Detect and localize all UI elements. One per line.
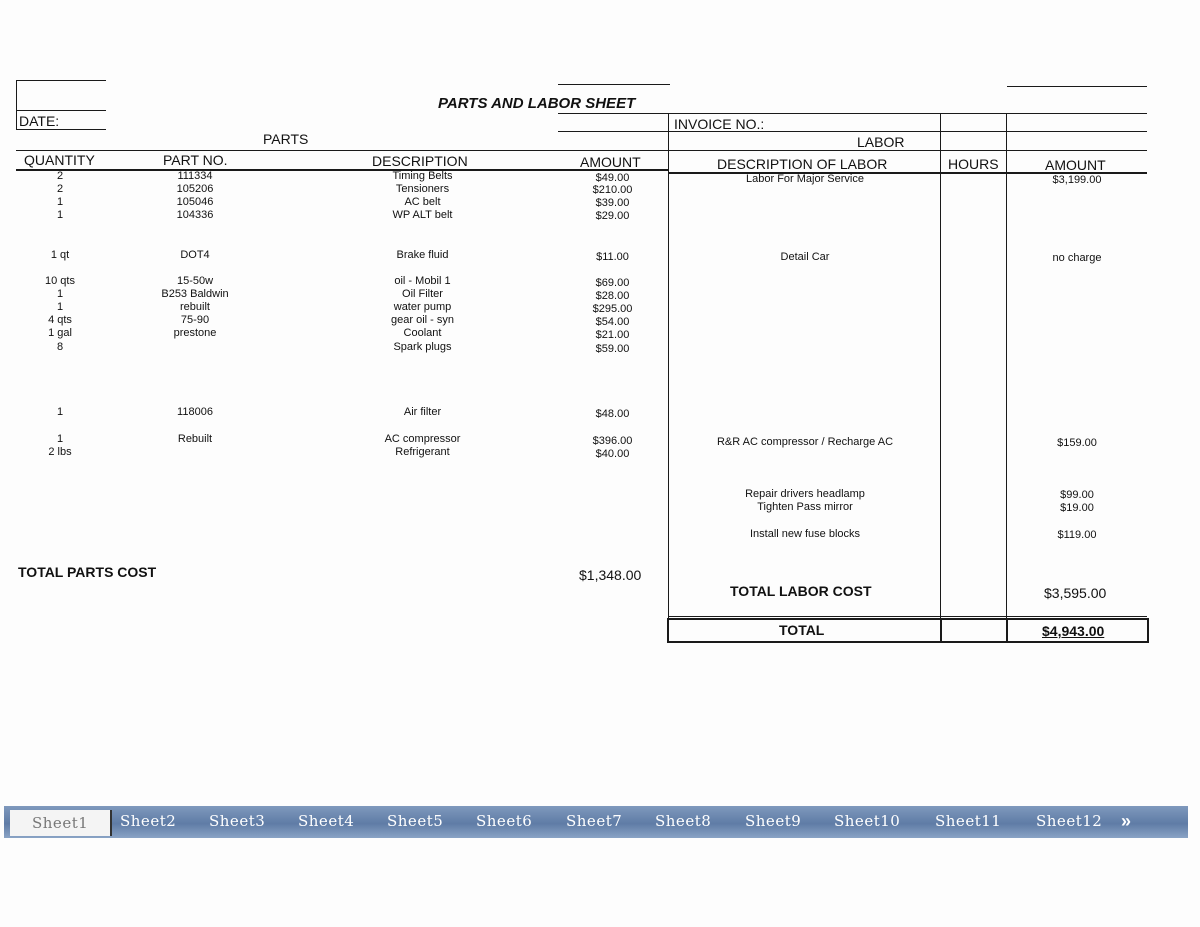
- total-parts-label: TOTAL PARTS COST: [18, 564, 157, 580]
- grand-total-box: [667, 618, 1149, 643]
- labor-section-label: LABOR: [857, 134, 905, 150]
- part-amount: $49.00: [595, 172, 630, 184]
- labor-amount: no charge: [1052, 252, 1102, 264]
- part-quantity: 1: [56, 196, 64, 208]
- part-amount: $48.00: [595, 408, 630, 420]
- labor-description: Detail Car: [780, 251, 830, 263]
- part-amount: $295.00: [592, 303, 633, 315]
- sheet-tab-5[interactable]: Sheet5: [387, 812, 444, 830]
- part-number: Rebuilt: [177, 433, 213, 445]
- part-quantity: 1: [56, 288, 64, 300]
- page-title: PARTS AND LABOR SHEET: [438, 95, 636, 112]
- part-description: Air filter: [403, 406, 442, 418]
- part-number: 15-50w: [176, 275, 214, 287]
- sheet-tab-8[interactable]: Sheet8: [655, 812, 712, 830]
- part-quantity: 1 gal: [48, 327, 72, 339]
- part-quantity: 8: [56, 341, 64, 353]
- sheet-tab-12[interactable]: Sheet12: [1036, 812, 1103, 830]
- sheet-tab-1[interactable]: Sheet1: [10, 810, 112, 836]
- part-quantity: 2 lbs: [48, 446, 72, 458]
- sheet-tab-6[interactable]: Sheet6: [476, 812, 533, 830]
- sheet-tab-3[interactable]: Sheet3: [209, 812, 266, 830]
- labor-description: Tighten Pass mirror: [757, 501, 853, 513]
- part-number: 105046: [176, 196, 214, 208]
- part-number: rebuilt: [180, 301, 210, 313]
- labor-description: Labor For Major Service: [746, 173, 864, 185]
- double-chevron-right-icon[interactable]: »: [1121, 811, 1132, 831]
- grand-total-value: $4,943.00: [1042, 623, 1105, 639]
- part-amount: $396.00: [592, 435, 633, 447]
- part-description: Oil Filter: [402, 288, 443, 300]
- sheet-tab-11[interactable]: Sheet11: [935, 812, 1002, 830]
- part-quantity: 1: [56, 301, 64, 313]
- part-description: Brake fluid: [396, 249, 449, 261]
- total-parts-value: $1,348.00: [579, 567, 642, 583]
- part-amount: $69.00: [595, 277, 630, 289]
- labor-amount: $99.00: [1060, 489, 1094, 501]
- labor-description: Install new fuse blocks: [749, 528, 861, 540]
- part-amount: $40.00: [595, 448, 630, 460]
- part-amount: $29.00: [595, 210, 630, 222]
- part-number: B253 Baldwin: [161, 288, 229, 300]
- invoice-label: INVOICE NO.:: [674, 116, 765, 132]
- col-quantity: QUANTITY: [24, 152, 95, 168]
- col-part-no: PART NO.: [163, 152, 228, 168]
- sheet-tab-2[interactable]: Sheet2: [120, 812, 177, 830]
- labor-amount: $19.00: [1060, 502, 1094, 514]
- part-number: prestone: [173, 327, 217, 339]
- part-number: 105206: [176, 183, 214, 195]
- part-quantity: 4 qts: [48, 314, 72, 326]
- part-number: 111334: [177, 170, 213, 182]
- col-description: DESCRIPTION: [372, 153, 468, 169]
- part-description: Tensioners: [395, 183, 450, 195]
- sheet-tab-4[interactable]: Sheet4: [298, 812, 355, 830]
- total-labor-value: $3,595.00: [1044, 585, 1107, 601]
- part-amount: $59.00: [595, 343, 630, 355]
- sheet-tab-bar: [4, 806, 1188, 838]
- part-quantity: 1: [56, 209, 64, 221]
- part-quantity: 1 qt: [50, 249, 70, 261]
- sheet-tab-10[interactable]: Sheet10: [834, 812, 901, 830]
- part-quantity: 2: [56, 170, 64, 182]
- col-labor-amount: AMOUNT: [1045, 157, 1106, 173]
- labor-description: Repair drivers headlamp: [745, 488, 865, 500]
- col-labor-description: DESCRIPTION OF LABOR: [717, 156, 888, 172]
- sheet-tab-9[interactable]: Sheet9: [745, 812, 802, 830]
- date-label: DATE:: [19, 113, 60, 129]
- part-description: AC belt: [404, 196, 441, 208]
- part-description: Spark plugs: [393, 341, 452, 353]
- part-number: 104336: [176, 209, 214, 221]
- sheet-tab-7[interactable]: Sheet7: [566, 812, 623, 830]
- parts-section-label: PARTS: [263, 131, 309, 147]
- part-description: oil - Mobil 1: [394, 275, 451, 287]
- part-description: WP ALT belt: [392, 209, 453, 221]
- part-description: water pump: [393, 301, 452, 313]
- part-number: DOT4: [180, 249, 210, 261]
- part-quantity: 10 qts: [45, 275, 75, 287]
- part-amount: $21.00: [595, 329, 630, 341]
- col-amount: AMOUNT: [580, 154, 641, 170]
- part-description: gear oil - syn: [391, 314, 454, 326]
- total-labor-label: TOTAL LABOR COST: [730, 583, 872, 599]
- part-number: 118006: [177, 406, 213, 418]
- labor-amount: $119.00: [1057, 529, 1097, 541]
- part-amount: $11.00: [596, 251, 629, 263]
- part-amount: $54.00: [595, 316, 630, 328]
- labor-description: R&R AC compressor / Recharge AC: [716, 436, 894, 448]
- labor-amount: $3,199.00: [1052, 174, 1102, 186]
- part-quantity: 1: [56, 433, 64, 445]
- part-number: 75-90: [180, 314, 210, 326]
- part-quantity: 1: [56, 406, 64, 418]
- part-description: Coolant: [403, 327, 442, 339]
- part-amount: $28.00: [595, 290, 630, 302]
- part-description: Timing Belts: [392, 170, 453, 182]
- part-amount: $39.00: [595, 197, 630, 209]
- part-quantity: 2: [56, 183, 64, 195]
- part-description: AC compressor: [384, 433, 461, 445]
- part-description: Refrigerant: [395, 446, 450, 458]
- part-amount: $210.00: [592, 184, 633, 196]
- col-hours: HOURS: [948, 156, 999, 172]
- labor-amount: $159.00: [1057, 437, 1097, 449]
- grand-total-label: TOTAL: [779, 622, 825, 638]
